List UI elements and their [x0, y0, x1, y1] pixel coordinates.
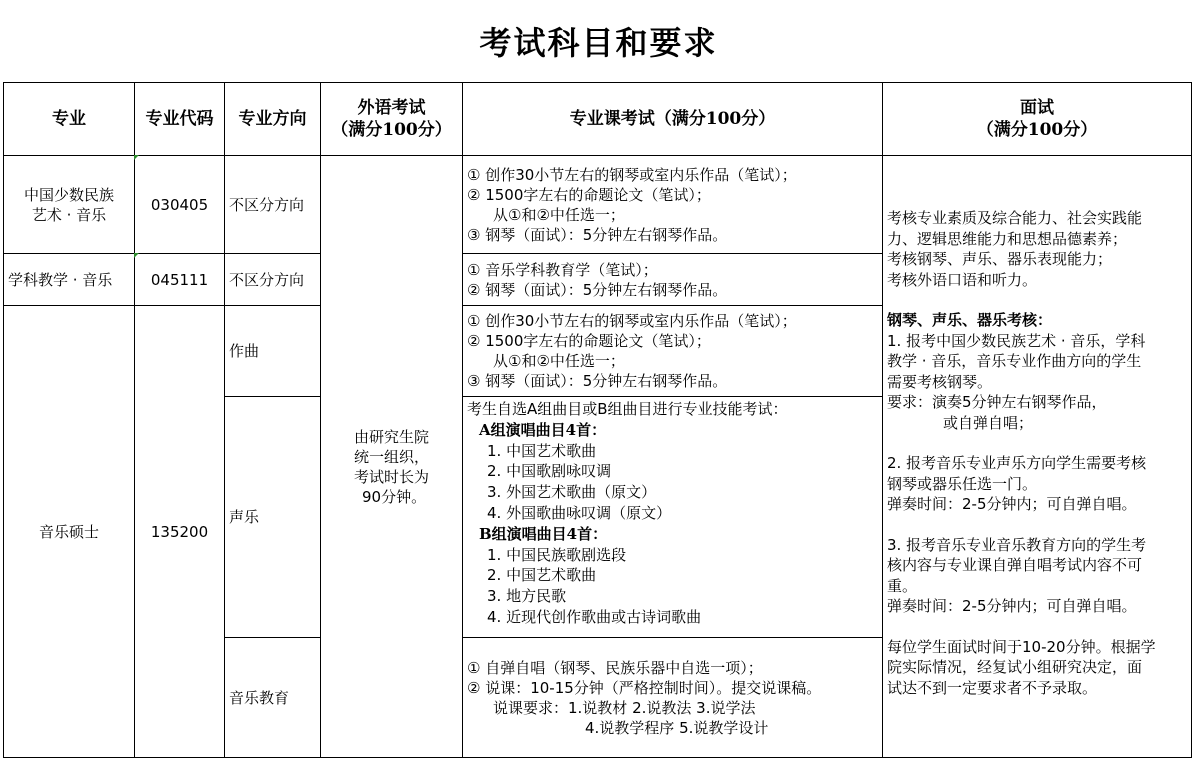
direction-cell: 音乐教育	[225, 638, 321, 758]
code-cell: 030405	[135, 156, 225, 254]
exam-line: 考生自选A组曲目或B组曲目进行专业技能考试：	[467, 400, 788, 418]
exam-line: 3. 地方民歌	[487, 587, 567, 606]
interview-text: 每位学生面试时间于10-20分钟。根据学	[887, 637, 1156, 656]
interview-text: 弹奏时间：2-5分钟内；可自弹自唱。	[887, 597, 1137, 615]
interview-text: 弹奏时间：2-5分钟内；可自弹自唱。	[887, 495, 1137, 513]
major-cell: 学科教学 · 音乐	[4, 254, 135, 306]
foreign-language-line3: 考试时长为	[353, 467, 429, 486]
code-cell: 045111	[135, 254, 225, 306]
exam-line: 说课要求：1.说教材 2.说教法 3.说学法	[493, 698, 756, 717]
exam-line: ① 自弹自唱（钢琴、民族乐器中自选一项）；	[467, 658, 763, 677]
interview-text: 需要考核钢琴。	[887, 372, 993, 391]
interview-text: 考核外语口语和听力。	[887, 270, 1038, 289]
exam-line: ③ 钢琴（面试）：5分钟左右钢琴作品。	[467, 225, 728, 244]
interview-text: 3. 报考音乐专业音乐教育方向的学生考	[887, 535, 1147, 554]
exam-line: ② 1500字左右的命题论文（笔试）；	[467, 185, 711, 204]
code-cell: 135200	[135, 306, 225, 758]
exam-line: 4. 近现代创作歌曲或古诗词歌曲	[487, 607, 702, 626]
interview-text: 或自弹自唱；	[943, 413, 1034, 432]
header-foreign-language	[321, 83, 463, 156]
exam-line: 3. 外国艺术歌曲（原文）	[487, 483, 657, 502]
interview-subtitle: 钢琴、声乐、器乐考核：	[887, 311, 1053, 329]
exam-line: ② 钢琴（面试）：5分钟左右钢琴作品。	[467, 280, 728, 299]
direction-cell: 声乐	[225, 397, 321, 638]
foreign-language-line4: 90分钟。	[361, 487, 427, 506]
exam-line: ② 说课：10-15分钟（严格控制时间）。提交说课稿。	[467, 678, 822, 697]
interview-text: 2. 报考音乐专业声乐方向学生需要考核	[887, 454, 1147, 472]
exam-cell	[463, 156, 883, 254]
direction-cell: 不区分方向	[225, 156, 321, 254]
interview-text: 考核钢琴、声乐、器乐表现能力；	[887, 250, 1113, 268]
exam-line: ① 音乐学科教育学（笔试）；	[467, 260, 658, 279]
exam-line: 1. 中国民族歌剧选段	[487, 545, 627, 564]
interview-text: 要求：演奏5分钟左右钢琴作品，	[887, 393, 1107, 411]
exam-cell	[463, 397, 883, 638]
interview-text: 试达不到一定要求者不予录取。	[887, 678, 1098, 697]
interview-text: 1. 报考中国少数民族艺术 · 音乐，学科	[887, 331, 1146, 350]
header-professional-exam: 专业课考试（满分100分）	[463, 83, 883, 156]
page-title: 考试科目和要求	[479, 24, 718, 62]
direction-cell: 不区分方向	[225, 254, 321, 306]
interview-text: 教学 · 音乐，音乐专业作曲方向的学生	[887, 352, 1142, 370]
interview-text: 力、逻辑思维能力和思想品德素养；	[887, 229, 1128, 248]
exam-line: 1. 中国艺术歌曲	[487, 441, 597, 460]
exam-line: 4. 外国歌曲咏叹调（原文）	[487, 503, 672, 522]
exam-line: 从①和②中任选一；	[493, 352, 625, 370]
direction-cell: 作曲	[225, 306, 321, 397]
exam-line: ① 创作30小节左右的钢琴或室内乐作品（笔试）；	[467, 165, 797, 184]
exam-line: ② 1500字左右的命题论文（笔试）；	[467, 332, 711, 350]
exam-line: 4.说教学程序 5.说教学设计	[585, 718, 769, 737]
header-major: 专业	[4, 83, 135, 156]
exam-cell	[463, 306, 883, 397]
exam-line: 2. 中国歌剧咏叹调	[487, 462, 612, 481]
exam-line: 从①和②中任选一；	[493, 205, 625, 224]
interview-text: 院实际情况，经复试小组研究决定，面	[887, 658, 1143, 676]
header-interview	[883, 83, 1192, 156]
header-interview-line2: （满分100分）	[976, 120, 1098, 140]
table-row	[4, 156, 1192, 254]
interview-cell	[883, 156, 1192, 758]
major-line1: 中国少数民族	[23, 185, 114, 204]
group-a-title: A组演唱曲目4首：	[479, 420, 607, 439]
header-direction: 专业方向	[225, 83, 321, 156]
foreign-language-cell	[321, 156, 463, 758]
interview-text: 重。	[887, 576, 918, 595]
header-row	[4, 83, 1192, 156]
exam-line: 2. 中国艺术歌曲	[487, 566, 597, 585]
interview-text: 核内容与专业课自弹自唱考试内容不可	[887, 556, 1143, 574]
interview-text: 钢琴或器乐任选一门。	[887, 474, 1038, 493]
major-cell	[4, 156, 135, 254]
interview-text: 考核专业素质及综合能力、社会实践能	[887, 209, 1143, 227]
exam-requirements-table	[3, 82, 1192, 758]
exam-cell	[463, 254, 883, 306]
header-foreign-language-line2: （满分100分）	[331, 120, 452, 140]
group-b-title: B组演唱曲目4首：	[479, 524, 608, 543]
exam-line: ① 创作30小节左右的钢琴或室内乐作品（笔试）；	[467, 312, 797, 330]
header-code: 专业代码	[135, 83, 225, 156]
exam-line: ③ 钢琴（面试）：5分钟左右钢琴作品。	[467, 372, 728, 390]
foreign-language-line1: 由研究生院	[353, 427, 429, 446]
header-interview-line1: 面试	[1020, 98, 1054, 118]
foreign-language-line2: 统一组织，	[353, 447, 429, 466]
major-cell: 音乐硕士	[4, 306, 135, 758]
exam-cell	[463, 638, 883, 758]
header-foreign-language-line1: 外语考试	[357, 98, 426, 118]
major-line2: 艺术 · 音乐	[31, 205, 107, 224]
